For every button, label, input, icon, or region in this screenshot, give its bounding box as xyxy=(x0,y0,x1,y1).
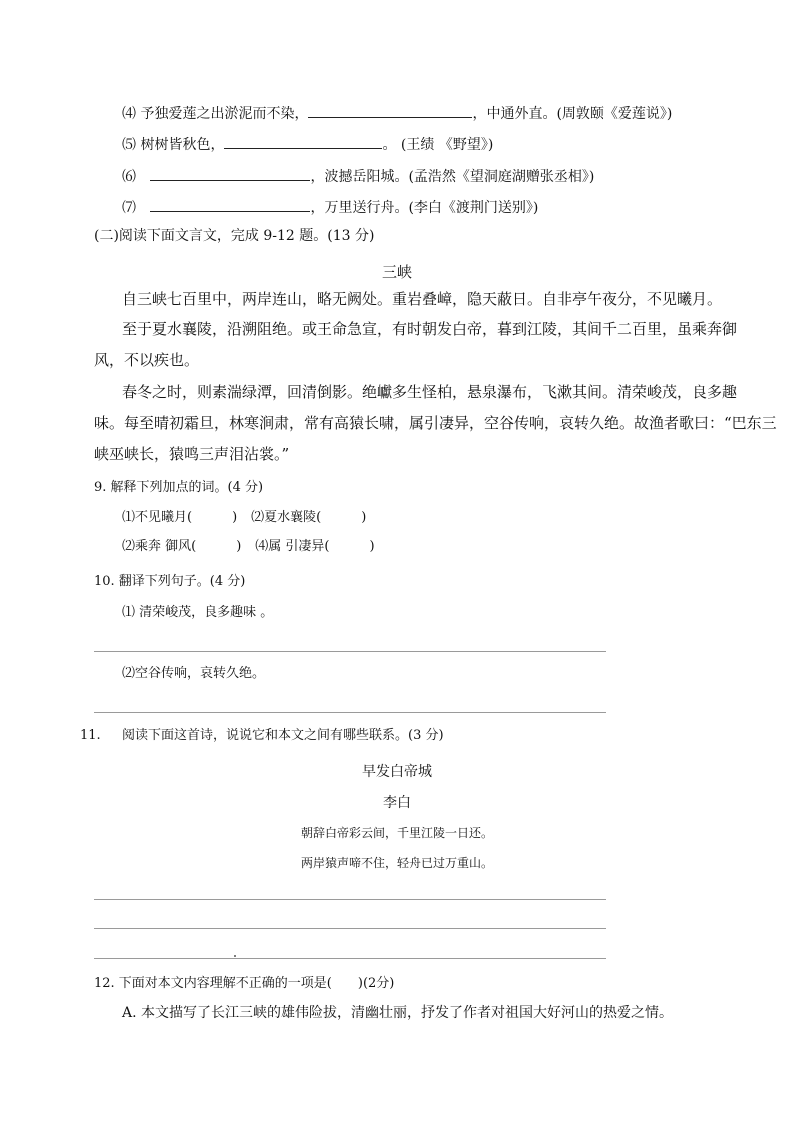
passage-paragraph-2-line-1: 至于夏水襄陵，沿溯阻绝。或王命急宣，有时朝发白帝，暮到江陵，其间千二百里，虽乘奔御 xyxy=(122,320,738,338)
fill-line-5 xyxy=(122,134,493,152)
question-9-row-2 xyxy=(122,540,375,553)
q9-item-1: ⑴不见曦月( xyxy=(122,510,193,525)
fill-line-7-pre: ⑺ xyxy=(122,200,141,216)
answer-line[interactable] xyxy=(94,899,606,900)
fill-line-6 xyxy=(122,166,594,184)
fill-line-7-post: ，万里送行舟。(李白《渡荆门送别》) xyxy=(310,200,539,216)
passage-title: 三峡 xyxy=(381,263,412,281)
poem-line-2: 两岸猿声啼不住，轻舟已过万重山。 xyxy=(300,856,493,870)
fill-line-6-pre: ⑹ xyxy=(122,169,141,185)
passage-paragraph-3-line-3: 峡巫峡长，猿鸣三声泪沾裳。” xyxy=(94,445,290,463)
fill-line-4-post: ，中通外直。(周敦颐《爱莲说》) xyxy=(472,106,673,122)
section-header: (二)阅读下面文言文，完成 9-12 题。(13 分) xyxy=(94,228,375,244)
fill-line-5-pre: ⑸ 树树皆秋色， xyxy=(122,137,225,153)
q9-item-3: ⑵乘奔 御风( xyxy=(122,539,197,554)
passage-paragraph-2-line-2: 风，不以疾也。 xyxy=(94,351,200,369)
answer-line[interactable] xyxy=(94,651,606,652)
question-11-stem: 阅读下面这首诗，说说它和本文之间有哪些联系。(3 分) xyxy=(122,728,444,743)
q9-item-1-close: ) xyxy=(232,510,238,525)
q9-item-4: ⑷属 引凄异( xyxy=(255,539,330,554)
poem-line-1: 朝辞白帝彩云间，千里江陵一日还。 xyxy=(300,826,493,840)
answer-blank[interactable] xyxy=(150,197,310,212)
fill-line-7 xyxy=(122,197,538,215)
passage-paragraph-3-line-2: 味。每至晴初霜旦，林寒涧肃，常有高猿长啸，属引凄异，空谷传响，哀转久绝。故渔者歌曰：“巴东三 xyxy=(94,414,777,432)
answer-line[interactable] xyxy=(94,712,606,713)
q9-item-2-close: ) xyxy=(361,510,367,525)
answer-blank[interactable] xyxy=(150,166,310,181)
fill-line-4-pre: ⑷ 予独爱莲之出淤泥而不染， xyxy=(122,106,309,122)
answer-line[interactable] xyxy=(94,958,606,959)
answer-line[interactable] xyxy=(94,928,606,929)
question-9-stem: 9. 解释下列加点的词。(4 分) xyxy=(94,480,264,495)
answer-blank[interactable] xyxy=(224,134,382,149)
question-10-stem: 10. 翻译下列句子。(4 分) xyxy=(94,574,246,589)
q9-item-4-close: ) xyxy=(369,539,375,554)
poem-title: 早发白帝城 xyxy=(362,764,432,780)
q9-item-3-close: ) xyxy=(236,539,242,554)
question-9-row-1 xyxy=(122,511,366,524)
q9-item-2: ⑵夏水襄陵( xyxy=(251,510,322,525)
stray-dot xyxy=(234,955,236,957)
fill-line-4 xyxy=(122,103,672,121)
question-10-sentence-2: ⑵空谷传响，哀转久绝。 xyxy=(122,666,266,681)
answer-blank[interactable] xyxy=(308,103,472,118)
fill-line-6-post: ，波撼岳阳城。(孟浩然《望洞庭湖赠张丞相》) xyxy=(310,169,595,185)
poem-author: 李白 xyxy=(383,795,411,811)
passage-paragraph-3-line-1: 春冬之时，则素湍绿潭，回清倒影。绝巘多生怪柏，悬泉瀑布，飞漱其间。清荣峻茂，良多趣 xyxy=(122,383,738,401)
question-12-stem: 12. 下面对本文内容理解不正确的一项是( )(2分) xyxy=(94,976,395,991)
question-10-sentence-1: ⑴ 清荣峻茂，良多趣味 。 xyxy=(122,605,274,620)
fill-line-5-post: 。 (王绩 《野望》) xyxy=(382,137,494,153)
passage-paragraph-1: 自三峡七百里中，两岸连山，略无阙处。重岩叠嶂，隐天蔽日。自非亭午夜分，不见曦月。 xyxy=(122,290,723,308)
question-11-number: 11. xyxy=(80,728,101,743)
question-12-option-a[interactable]: A. 本文描写了长江三峡的雄伟险拔，清幽壮丽，抒发了作者对祖国大好河山的热爱之情。 xyxy=(122,1005,674,1021)
